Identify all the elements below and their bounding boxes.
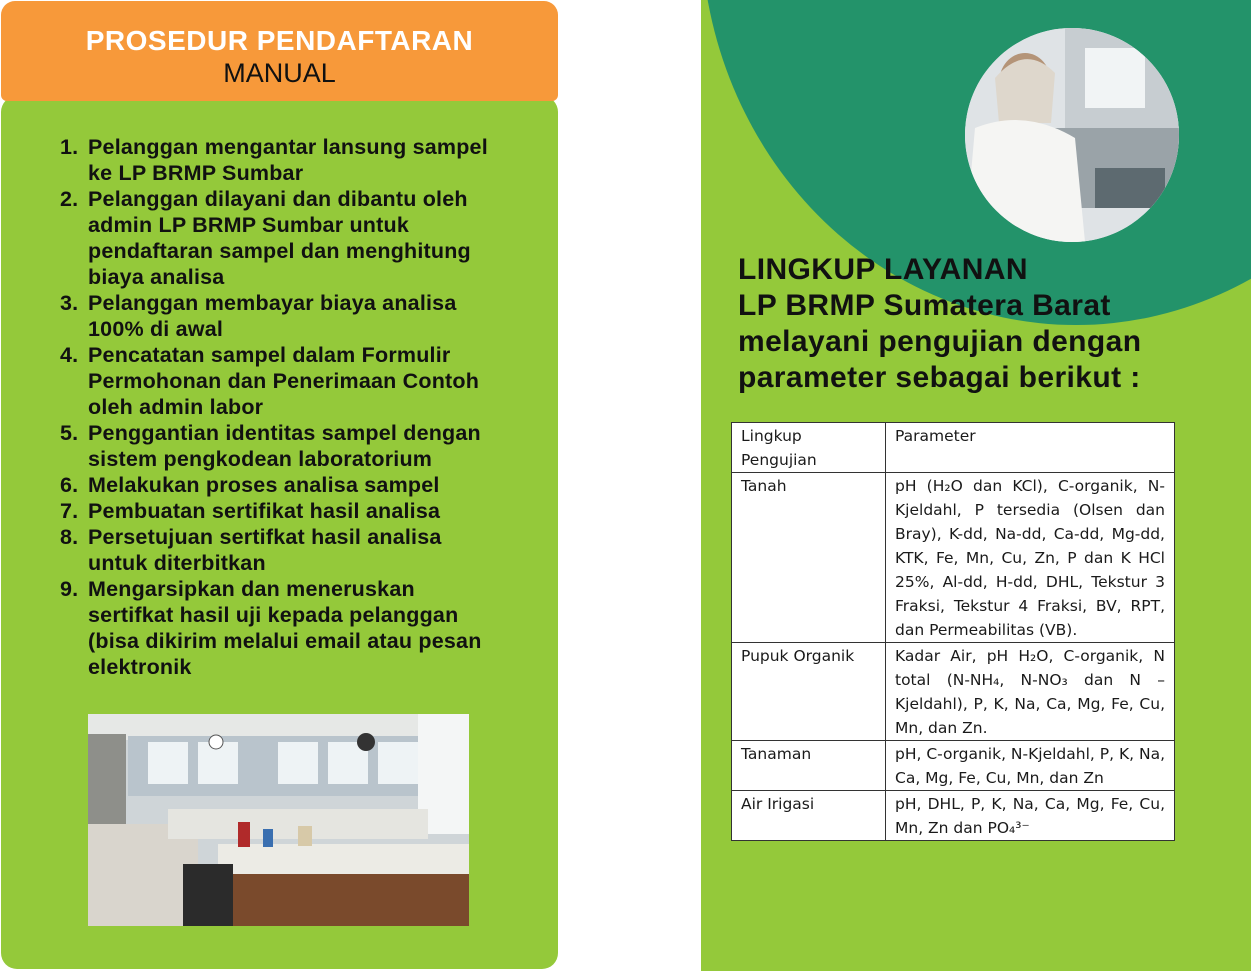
step-number: 2. (60, 187, 79, 211)
table-cell-scope: Tanaman (732, 741, 886, 791)
step-text: Mengarsipkan dan meneruskan sertifkat hasil uji kepada pelanggan (bisa dikirim melalui email atau pesan elektronik (88, 577, 482, 679)
step-number: 4. (60, 343, 79, 367)
step-item (60, 524, 500, 576)
step-number: 1. (60, 135, 79, 159)
table-cell-scope: Tanah (732, 473, 886, 643)
step-item (60, 186, 500, 290)
scope-title-line1: LINGKUP LAYANAN (738, 253, 1028, 286)
step-text: Pencatatan sampel dalam Formulir Permohonan dan Penerimaan Contoh oleh admin labor (88, 343, 480, 419)
table-header-parameter: Parameter (886, 423, 1175, 473)
table-row (732, 741, 1175, 791)
step-item (60, 498, 500, 524)
procedure-header (1, 1, 558, 101)
procedure-title-line2: MANUAL (223, 58, 336, 88)
step-item (60, 420, 500, 472)
step-text: Pelanggan membayar biaya analisa 100% di awal (88, 291, 457, 341)
table-cell-scope: Pupuk Organik (732, 643, 886, 741)
scope-title-line2: LP BRMP Sumatera Barat (738, 289, 1111, 322)
technician-portrait (965, 28, 1179, 242)
step-text: Pelanggan mengantar lansung sampel ke LP BRMP Sumbar (88, 135, 488, 185)
step-text: Pembuatan sertifikat hasil analisa (88, 499, 441, 523)
table-row (732, 643, 1175, 741)
laboratory-photo (88, 714, 469, 926)
table-header-row (732, 423, 1175, 473)
step-number: 8. (60, 525, 79, 549)
procedure-title-line1: PROSEDUR PENDAFTARAN (85, 25, 474, 56)
step-text: Pelanggan dilayani dan dibantu oleh admin LP BRMP Sumbar untuk pendaftaran sampel dan menghitung biaya analisa (88, 187, 471, 289)
scope-title-line3: melayani pengujian dengan (738, 325, 1142, 358)
step-number: 3. (60, 291, 79, 315)
table-cell-params: pH (H₂O dan KCl), C-organik, N-Kjeldahl, P tersedia (Olsen dan Bray), K-dd, Na-dd, Ca-dd, Mg-dd, KTK, Fe, Mn, Cu, Zn, P dan K HCl 25%, Al-dd, H-dd, DHL, Tekstur 3 Fraksi, Tekstur 4 Fraksi, BV, RPT, dan Permeabilitas (VB). (886, 473, 1175, 643)
step-number: 5. (60, 421, 79, 445)
step-item (60, 576, 500, 680)
table-header-scope: Lingkup Pengujian (732, 423, 886, 473)
step-item (60, 342, 500, 420)
step-item (60, 290, 500, 342)
step-text: Melakukan proses analisa sampel (88, 473, 440, 497)
scope-title (738, 252, 1238, 396)
step-number: 6. (60, 473, 79, 497)
table-row (732, 473, 1175, 643)
step-item (60, 134, 500, 186)
step-number: 7. (60, 499, 79, 523)
step-number: 9. (60, 577, 79, 601)
step-item (60, 472, 500, 498)
table-row (732, 791, 1175, 841)
step-text: Persetujuan sertifkat hasil analisa untuk diterbitkan (88, 525, 442, 575)
scope-title-line4: parameter sebagai berikut : (738, 361, 1141, 394)
procedure-steps-list (60, 134, 500, 680)
step-text: Penggantian identitas sampel dengan sistem pengkodean laboratorium (88, 421, 481, 471)
table-cell-scope: Air Irigasi (732, 791, 886, 841)
parameter-table (731, 422, 1175, 841)
table-cell-params: Kadar Air, pH H₂O, C-organik, N total (N-NH₄, N-NO₃ dan N –Kjeldahl), P, K, Na, Ca, Mg, Fe, Cu, Mn, dan Zn. (886, 643, 1175, 741)
table-cell-params: pH, DHL, P, K, Na, Ca, Mg, Fe, Cu, Mn, Zn dan PO₄³⁻ (886, 791, 1175, 841)
table-cell-params: pH, C-organik, N-Kjeldahl, P, K, Na, Ca, Mg, Fe, Cu, Mn, dan Zn (886, 741, 1175, 791)
